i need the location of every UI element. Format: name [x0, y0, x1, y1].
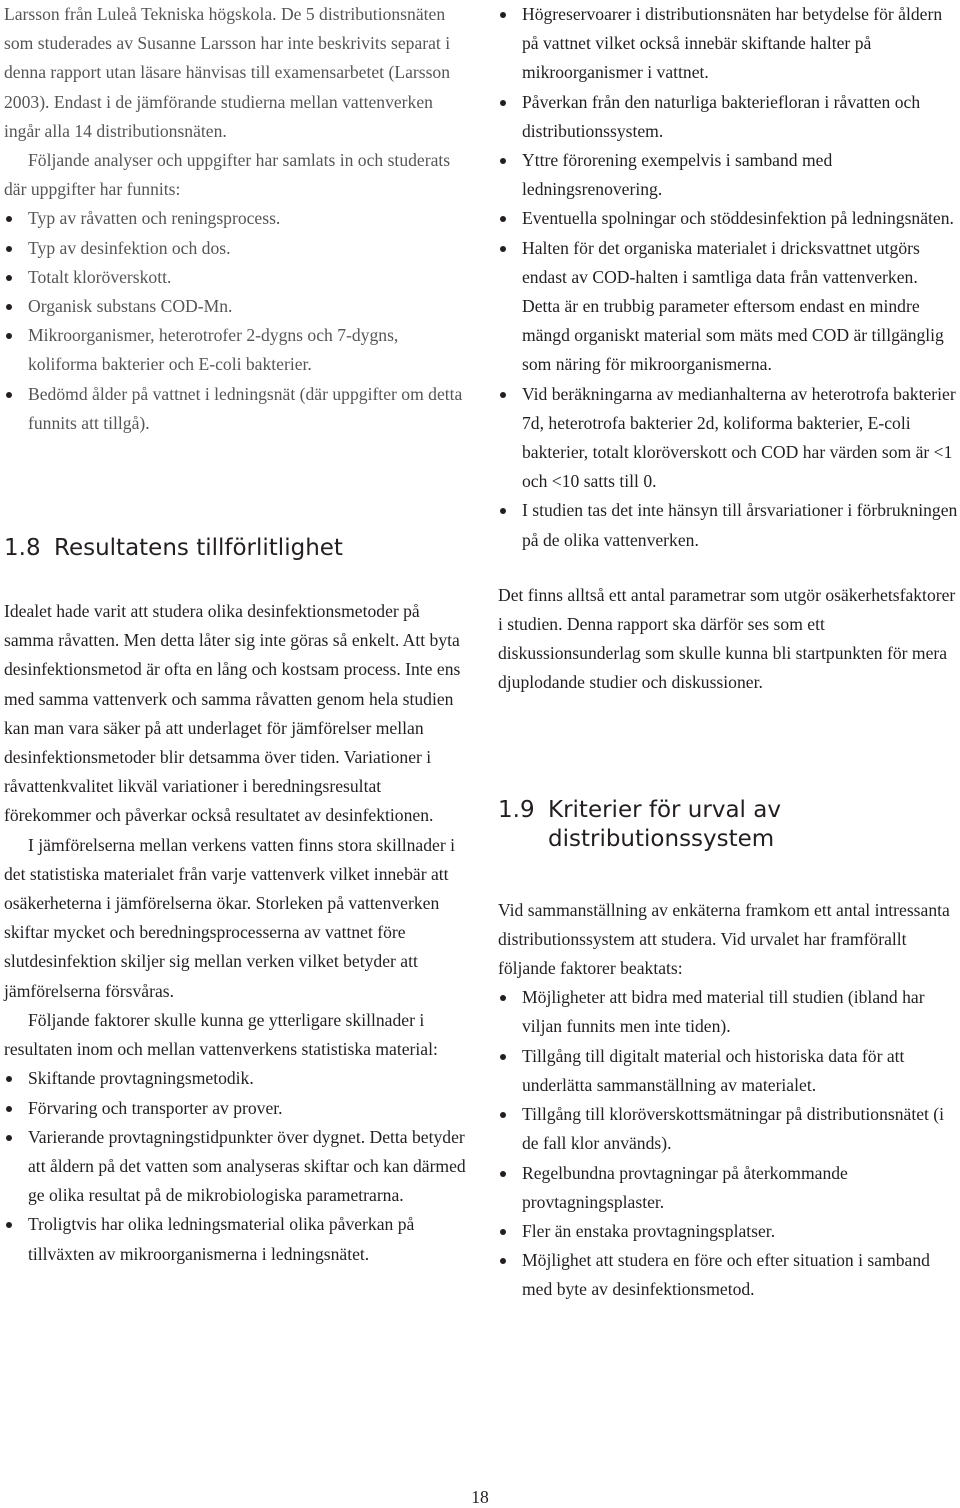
- list-item: Förvaring och transporter av prover.: [4, 1094, 466, 1123]
- section-heading-1-9: [498, 796, 960, 854]
- section-number: 1.8: [4, 535, 41, 562]
- list-item: Vid beräkningarna av medianhalterna av heterotrofa bakterier 7d, heterotrofa bakterier 2d, koliforma bakterier, E-coli bakterier, totalt kloröverskott och COD har värden som är <1 och <10 satts till 0.: [498, 380, 960, 497]
- paragraph: Idealet hade varit att studera olika desinfektionsmetoder på samma råvatten. Men detta låter sig inte göras så enkelt. Att byta desinfektionsmetod är ofta en lång och kostsam process. Inte ens med samma vattenverk och samma råvatten genom hela studien kan man vara säker på att underlaget för jämförelser mellan desinfektionsmetoder blir detsamma över tiden. Variationer i råvattenkvalitet likväl variationer i beredningsresultat förekommer och påverkar också resultatet av desinfektionen.: [4, 601, 461, 826]
- list-item: I studien tas det inte hänsyn till årsvariationer i förbrukningen på de olika vattenverken.: [498, 496, 960, 554]
- section-number: 1.9: [498, 796, 535, 823]
- right-column: [498, 0, 960, 1305]
- list-item: Totalt kloröverskott.: [4, 263, 466, 292]
- list-item: Eventuella spolningar och stöddesinfektion på ledningsnäten.: [498, 204, 960, 233]
- section-title-line-1: Kriterier för urval av: [548, 796, 781, 823]
- list-item: Fler än enstaka provtagningsplatser.: [498, 1217, 960, 1246]
- criteria-list: [498, 983, 960, 1304]
- list-item: Möjlighet att studera en före och efter situation i samband med byte av desinfektionsmetod.: [498, 1246, 960, 1304]
- analyses-intro: Följande analyser och uppgifter har samlats in och studerats där uppgifter har funnits:: [4, 150, 451, 200]
- list-item: Skiftande provtagningsmetodik.: [4, 1064, 466, 1093]
- list-item: Möjligheter att bidra med material till studien (ibland har viljan funnits men inte tiden).: [498, 983, 960, 1041]
- list-item: Bedömd ålder på vattnet i ledningsnät (där uppgifter om detta funnits att tillgå).: [4, 380, 466, 438]
- page-number: 18: [471, 1487, 489, 1507]
- section-heading-1-8: [4, 534, 466, 563]
- analyses-list: [4, 204, 466, 438]
- list-item: Tillgång till kloröverskottsmätningar på distributionsnätet (i de fall klor används).: [498, 1100, 960, 1158]
- list-item: Yttre förorening exempelvis i samband med ledningsrenovering.: [498, 146, 960, 204]
- list-item: Halten för det organiska materialet i dricksvattnet utgörs endast av COD-halten i samtliga data från vattenverken. Detta är en trubbig parameter eftersom endast en mindre mängd organiskt material som mäts med COD är tillgänglig som näring för mikroorganismerna.: [498, 234, 960, 380]
- list-item: Mikroorganismer, heterotrofer 2-dygns och 7-dygns, koliforma bakterier och E-coli bakterier.: [4, 321, 466, 379]
- list-item: Varierande provtagningstidpunkter över dygnet. Detta betyder att åldern på det vatten som analyseras skiftar och kan därmed ge olika resultat på de mikrobiologiska parametrarna.: [4, 1123, 466, 1211]
- paragraph: I jämförelserna mellan verkens vatten finns stora skillnader i det statistiska materialet från varje vattenverk vilket innebär att osäkerheterna i jämförelserna ökar. Storleken på vattenverken skiftar mycket och beredningsprocesserna av vattnet före slutdesinfektion skiljer sig mellan verken vilket betyder att jämförelserna försvåras.: [4, 834, 455, 1001]
- list-item: Troligtvis har olika ledningsmaterial olika påverkan på tillväxten av mikroorganismerna i ledningsnätet.: [4, 1210, 466, 1268]
- list-item: Högreservoarer i distributionsnäten har betydelse för åldern på vattnet vilket också innebär skiftande halter på mikroorganismer i vattnet.: [498, 0, 960, 88]
- list-item: Typ av desinfektion och dos.: [4, 234, 466, 263]
- intro-paragraph: Larsson från Luleå Tekniska högskola. De 5 distributionsnäten som studerades av Susanne Larsson har inte beskrivits separat i denna rapport utan läsare hänvisas till examensarbetet (Larsson 2003). Endast i de jämförande studierna mellan vattenverken ingår alla 14 distributionsnäten.: [4, 4, 451, 141]
- paragraph: Följande faktorer skulle kunna ge ytterligare skillnader i resultaten inom och mellan vattenverkens statistiska material:: [4, 1009, 438, 1060]
- paragraph: Vid sammanställning av enkäterna framkom ett antal intressanta distributionssystem att studera. Vid urvalet har framförallt följande faktorer beaktats:: [498, 899, 950, 979]
- section-title: Resultatens tillförlitlighet: [54, 535, 343, 562]
- list-item: Typ av råvatten och reningsprocess.: [4, 204, 466, 233]
- factors-list-continued: [498, 0, 960, 555]
- paragraph: Det finns alltså ett antal parametrar som utgör osäkerhetsfaktorer i studien. Denna rapport ska därför ses som ett diskussionsunderlag som skulle kunna bli startpunkten för mera djuplodande studier och diskussioner.: [498, 584, 956, 693]
- factors-list: [4, 1064, 466, 1268]
- list-item: Tillgång till digitalt material och historiska data för att underlätta sammanställning av materialet.: [498, 1042, 960, 1100]
- left-column: [4, 0, 466, 1269]
- list-item: Regelbundna provtagningar på återkommande provtagningsplaster.: [498, 1159, 960, 1217]
- list-item: Påverkan från den naturliga bakteriefloran i råvatten och distributionssystem.: [498, 88, 960, 146]
- section-title-line-2: distributionssystem: [548, 825, 775, 852]
- list-item: Organisk substans COD-Mn.: [4, 292, 466, 321]
